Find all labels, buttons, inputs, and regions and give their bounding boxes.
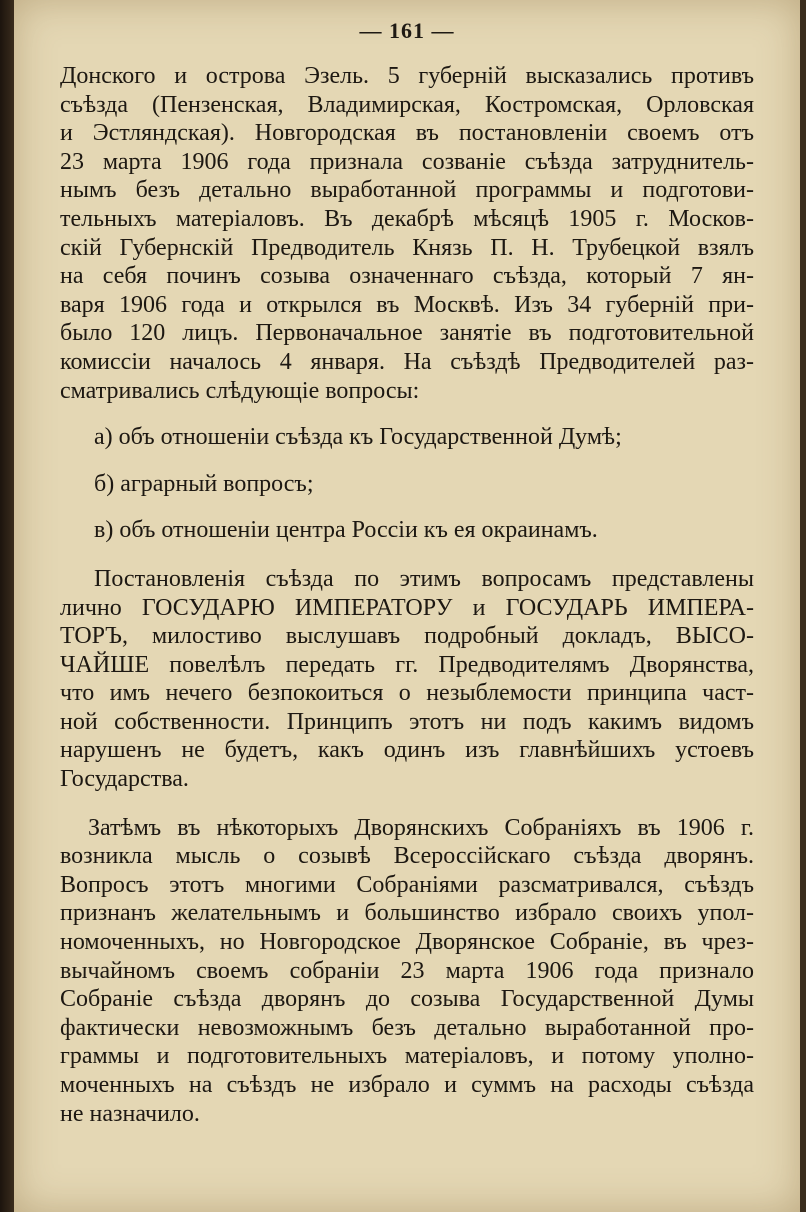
text-line: ЧАЙШЕ повелѣлъ передать гг. Предводителямъ Дворянства,: [60, 651, 754, 678]
text-line: нарушенъ не будетъ, какъ одинъ изъ главнѣйшихъ устоевъ: [60, 737, 754, 764]
text-line: нымъ безъ детально выработанной программы и подготови-: [60, 177, 754, 204]
text-line: фактически невозможнымъ безъ детально выработанной про-: [60, 1014, 754, 1041]
text-line: возникла мысль о созывѣ Всероссійскаго съѣзда дворянъ.: [60, 843, 754, 870]
text-line: и Эстляндская). Новгородская въ постановленіи своемъ отъ: [60, 120, 754, 147]
text-line: комиссіи началось 4 января. На съѣздѣ Предводителей раз-: [60, 348, 754, 375]
list-item: в) объ отношеніи центра Россіи къ ея окраинамъ.: [94, 517, 598, 544]
text-line: номоченныхъ, но Новгородское Дворянское Собраніе, въ чрез-: [60, 929, 754, 956]
text-line: Донского и острова Эзель. 5 губерній высказались противъ: [60, 63, 754, 89]
question-list: [60, 423, 754, 545]
text-line: на себя починъ созыва означеннаго съѣзда, который 7 ян-: [60, 263, 754, 290]
page-body: [60, 62, 754, 1128]
list-item: а) объ отношеніи съѣзда къ Государственной Думѣ;: [94, 424, 622, 451]
text-line: 23 марта 1906 года признала созваніе съѣзда затруднитель-: [60, 148, 754, 175]
text-line: ной собственности. Принципъ этотъ ни подъ какимъ видомъ: [60, 708, 754, 735]
text-line: граммы и подготовительныхъ матеріаловъ, и потому уполно-: [60, 1043, 754, 1070]
text-line: сматривались слѣдующіе вопросы:: [60, 377, 420, 404]
text-line: тельныхъ матеріаловъ. Въ декабрѣ мѣсяцѣ 1905 г. Москов-: [60, 205, 754, 232]
book-page: [14, 0, 800, 1212]
text-line: Собраніе съѣзда дворянъ до созыва Государственной Думы: [60, 986, 754, 1013]
text-line: варя 1906 года и открылся въ Москвѣ. Изъ 34 губерній при-: [60, 291, 754, 318]
page-right-edge: [800, 0, 806, 1212]
text-line: моченныхъ на съѣздъ не избрало и суммъ на расходы съѣзда: [60, 1072, 754, 1098]
text-line: Затѣмъ въ нѣкоторыхъ Дворянскихъ Собраніяхъ въ 1906 г.: [88, 814, 754, 841]
text-line: скій Губернскій Предводитель Князь П. Н. Трубецкой взялъ: [60, 234, 754, 261]
paragraph-1: [60, 62, 754, 405]
text-line: вычайномъ своемъ собраніи 23 марта 1906 года признало: [60, 957, 754, 984]
text-line: лично ГОСУДАРЮ ИМПЕРАТОРУ и ГОСУДАРЬ ИМПЕРА-: [60, 594, 754, 621]
page-number: — 161 —: [359, 18, 455, 43]
paragraph-2: [60, 565, 754, 794]
book-binding-edge: [0, 0, 14, 1212]
text-line: было 120 лицъ. Первоначальное занятіе въ подготовительной: [60, 320, 754, 347]
text-line: Государства.: [60, 766, 189, 793]
text-line: Постановленія съѣзда по этимъ вопросамъ представлены: [94, 565, 754, 592]
text-line: что имъ нечего безпокоиться о незыблемости принципа част-: [60, 680, 754, 707]
text-line: признанъ желательнымъ и большинство избрало своихъ упол-: [60, 900, 754, 927]
text-line: съѣзда (Пензенская, Владимирская, Костромская, Орловская: [60, 91, 754, 118]
paragraph-3: [60, 814, 754, 1129]
text-line: не назначило.: [60, 1100, 200, 1127]
list-item: б) аграрный вопросъ;: [94, 470, 314, 497]
text-line: Вопросъ этотъ многими Собраніями разсматривался, съѣздъ: [60, 871, 754, 898]
text-line: ТОРЪ, милостиво выслушавъ подробный докладъ, ВЫСО-: [60, 623, 754, 650]
